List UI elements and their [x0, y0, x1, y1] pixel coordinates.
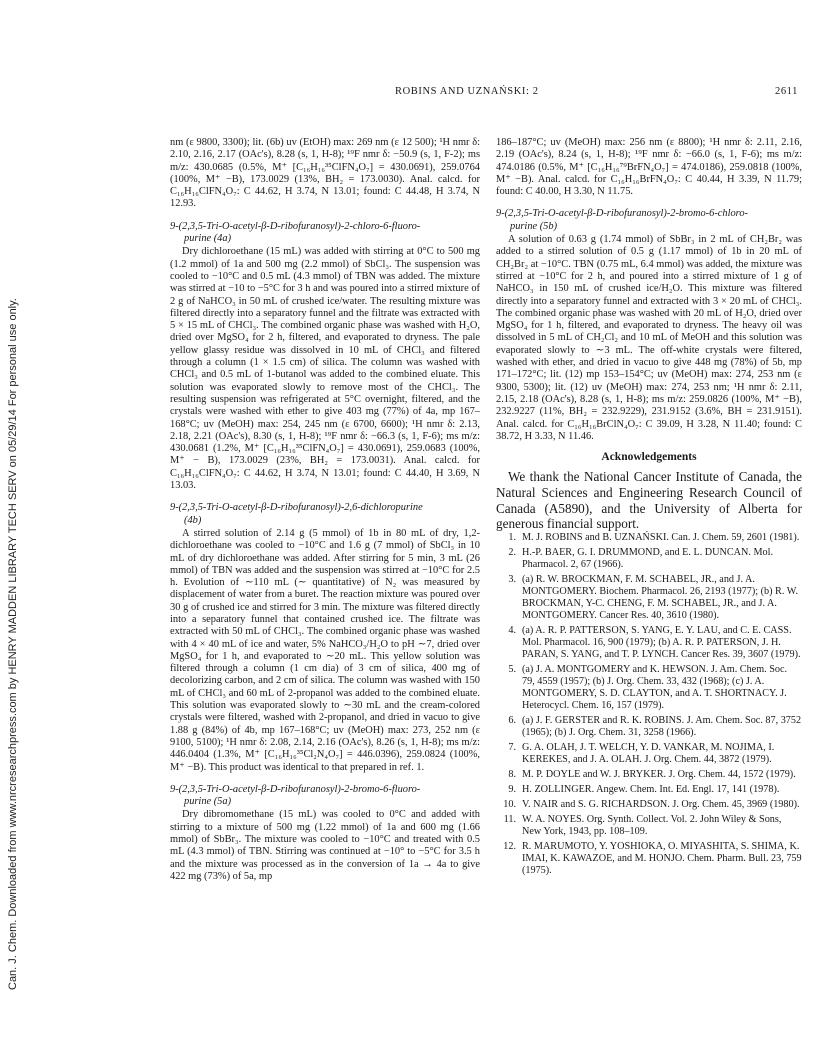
section-body-5b: A solution of 0.63 g (1.74 mmol) of SbBr₃ in 2 mL of CH₂Br₂ was added to a stirred solution of 0.5 g (1.17 mmol) of 1b in 20 mL of CH₂Br₂ at −10°C. TBN (0.75 mL, 6.4 mmol) was added, the mixture was stirred at −10°C for 2 h, and poured into a stirred mixture of 1 g of NaHCO₃ in 150 mL of crushed ice/H₂O. This mixture was filtered directly into a separatory funnel and extracted with 3 × 20 mL of CHCl₃. The combined organic phase was washed with 20 mL of H₂O, dried over MgSO₄ for 1 h, filtered, and evaporated to dryness. The heavy oil was dissolved in 5 mL of CH₂Cl₂ and 10 mL of MeOH and this solution was evaporated slowly to ∼3 mL. The off-white crystals were filtered, washed with ether, and dried in vacuo to give 448 mg (78%) of 5b, mp 171–172°C; lit. (12) mp 153–154°C; uv (MeOH) max: 274, 253 nm (ε 9300, 5300); lit. (12) uv (MeOH) max: 274, 253 nm; ¹H nmr δ: 2.11, 2.15, 2.18 (OAc's), 8.28 (s, 1, H-8); ms m/z: 259.0826 (100%, M⁺ −B), 232.9227 (11%, BH₂ = 232.9229), 231.9152 (3.6%, BH = 231.9151). Anal. calcd. for C₁₆H₁₆BrClN₄O₇: C 39.09, H 3.28, N 11.40; found: C 38.72, H 3.33, N 11.46.	[496, 234, 802, 442]
reference-item	[496, 841, 802, 877]
reference-text: (a) J. A. MONTGOMERY and K. HEWSON. J. Am. Chem. Soc. 79, 4559 (1957); (b) J. Org. Chem. 33, 432 (1968); (c) J. A. MONTGOMERY, S. D. CLAYTON, and A. T. SHORTNACY. J. Heterocycl. Chem. 16, 157 (1979).	[522, 663, 788, 711]
section-body-5a: Dry dibromomethane (15 mL) was cooled to 0°C and added with stirring to a mixture of 500 mg (1.22 mmol) of 1a and 600 mg (1.66 mmol) of SbBr₃. The mixture was cooled to −10°C and treated with 0.5 mL (4.3 mmol) of TBN. Stirring was continued at −10° to −5°C for 3.5 h and the mixture was processed as in the conversion of 1a → 4a to give 422 mg (73%) of 5a, mp	[170, 809, 480, 882]
reference-number: 5.	[508, 663, 516, 675]
reference-text: M. P. DOYLE and W. J. BRYKER. J. Org. Chem. 44, 1572 (1979).	[522, 768, 796, 780]
reference-text: M. J. ROBINS and B. UZNAŃSKI. Can. J. Chem. 59, 2601 (1981).	[522, 531, 800, 543]
section-heading-5a-line1: 9-(2,3,5-Tri-O-acetyl-β-D-ribofuranosyl)-2-bromo-6-fluoro-	[170, 783, 421, 795]
reference-text: (a) A. R. P. PATTERSON, S. YANG, E. Y. LAU, and C. E. CASS. Mol. Pharmacol. 16, 900 (1979); (b) A. R. P. PATERSON, J. H. PARAN, S. YANG, and T. P. LYNCH. Cancer Res. 39, 3607 (1979).	[522, 624, 801, 660]
reference-text: V. NAIR and S. G. RICHARDSON. J. Org. Chem. 45, 3969 (1980).	[522, 798, 800, 810]
reference-item	[496, 574, 802, 622]
section-heading-5b-line1: 9-(2,3,5-Tri-O-acetyl-β-D-ribofuranosyl)-2-bromo-6-chloro-	[496, 208, 748, 220]
section-heading-4b-line2: (4b)	[184, 514, 202, 526]
section-heading-4a-line1: 9-(2,3,5-Tri-O-acetyl-β-D-ribofuranosyl)-2-chloro-6-fluoro-	[170, 220, 421, 232]
reference-text: R. MARUMOTO, Y. YOSHIOKA, O. MIYASHITA, S. SHIMA, K. IMAI, K. KAWAZOE, and M. HONJO. Chem. Pharm. Bull. 23, 759 (1975).	[522, 840, 802, 876]
reference-number: 2.	[508, 546, 516, 558]
section-heading-5b-line2: purine (5b)	[510, 220, 558, 232]
reference-item	[496, 742, 802, 766]
reference-item	[496, 715, 802, 739]
reference-text: G. A. OLAH, J. T. WELCH, Y. D. VANKAR, M. NOJIMA, I. KEREKES, and J. A. OLAH. J. Org. Chem. 44, 3872 (1979).	[522, 741, 775, 765]
section-heading-4b	[170, 502, 480, 527]
section-heading-4a-line2: purine (4a)	[184, 233, 232, 245]
reference-number: 9.	[508, 783, 516, 795]
reference-number: 12.	[503, 840, 516, 852]
reference-item	[496, 799, 802, 811]
reference-item	[496, 664, 802, 712]
reference-number: 10.	[503, 798, 516, 810]
section-body-4a: Dry dichloroethane (15 mL) was added with stirring at 0°C to 500 mg (1.2 mmol) of 1a and 500 mg (2.2 mmol) of SbCl₃. The suspension was cooled to −10°C and 0.5 mL (4.3 mmol) of TBN was added. The mixture was stirred at −10 to −5°C for 3 h and was poured into a stirred mixture of 2 g of NaHCO₃ in 50 mL of crushed ice/water. The resulting mixture was filtered directly into a separatory funnel and the filtrate was extracted with 5 × 15 mL of CHCl₃. The combined organic phase was washed with H₂O, dried over MgSO₄ for 2 h, filtered, and evaporated to dryness. The pale yellow glassy residue was dissolved in 10 mL of CHCl₃ and filtered through a column (1 × 1.5 cm) of silica. The column was washed with CHCl₃ and 0.5 mL of 1-butanol was added to the combined eluate. This solution was evaporated slowly to remove most of the CHCl₃. The resulting suspension was refrigerated at 5°C overnight, filtered, and the crystals were washed with ether to give 403 mg (77%) of 4a, mp 167–168°C; uv (MeOH) max: 254, 245 nm (ε 6700, 6600); ¹H nmr δ: 2.13, 2.18, 2.21 (OAc's), 8.30 (s, 1, H-8); ¹⁹F nmr δ: −66.3 (s, 1, F-6); ms m/z: 430.0681 (1.2%, M⁺ [C₁₆H₁₆³⁵ClFN₄O₇] = 430.0691), 259.0683 (100%, M⁺ − B), 173.0029 (23%, BH₂ = 173.0031). Anal. calcd. for C₁₆H₁₆ClFN₄O₇: C 44.62, H 3.74, N 13.01; found: C 44.40, H 3.69, N 13.03.	[170, 246, 480, 492]
reference-number: 11.	[503, 813, 516, 825]
section-body-4b: A stirred solution of 2.14 g (5 mmol) of 1b in 80 mL of dry, 1,2-dichloroethane was cooled to −10°C and 1.6 g (7 mmol) of SbCl₃ in 10 mL of dry dichloroethane was added. After stirring for 5 min, 3 mL (26 mmol) of TBN was added and the suspension was stirred at −10°C for 2.5 h. Evolution of ∼110 mL (∼ quantitative) of N₂ was measured by displacement of water from a buret. The reaction mixture was poured over 30 g of crushed ice and stirred for 3 min. The mixture was filtered directly into a separatory funnel that contained crushed ice. The filtrate was extracted with 50 mL of CHCl₃. The combined organic phase was washed with 4 × 40 mL of ice and water, 5% NaHCO₃/H₂O to pH ∼7, dried over MgSO₄ for 1 h, and evaporated to ∼20 mL. This yellow solution was filtered through a column (1 cm dia) of 3 cm of silica, 400 mg of decolorizing carbon, and 2 cm of silica. The column was washed with 150 mL of CHCl₃ and 60 mL of 2-propanol was added to the combined eluate. This solution was evaporated slowly to ∼30 mL and the cream-colored crystals were filtered, washed with 2-propanol, and dried in vacuo to give 1.88 g (84%) of 4b, mp 167–168°C; uv (MeOH) max: 273, 252 nm (ε 9100, 5100); ¹H nmr δ: 2.08, 2.14, 2.16 (OAc's), 8.26 (s, 1, H-8); ms m/z: 446.0404 (1.3%, M⁺ [C₁₆H₁₆³⁵Cl₂N₄O₇] = 446.0396), 259.0824 (100%, M⁺ −B). This product was identical to that prepared in ref. 1.	[170, 527, 480, 773]
reference-number: 1.	[508, 531, 516, 543]
reference-item	[496, 784, 802, 796]
reference-text: W. A. NOYES. Org. Synth. Collect. Vol. 2. John Wiley & Sons, New York, 1943, pp. 108–109.	[522, 813, 782, 837]
reference-text: (a) R. W. BROCKMAN, F. M. SCHABEL, JR., and J. A. MONTGOMERY. Biochem. Pharmacol. 26, 2193 (1977); (b) R. W. BROCKMAN, Y-C. CHENG, F. M. SCHABEL, JR., and J. A. MONTGOMERY. Cancer Res. 40, 3610 (1980).	[522, 573, 798, 621]
right-column	[496, 137, 802, 880]
continued-paragraph: nm (ε 9800, 3300); lit. (6b) uv (EtOH) max: 269 nm (ε 12 500); ¹H nmr δ: 2.10, 2.16, 2.17 (OAc's), 8.28 (s, 1, H-8); ¹⁹F nmr δ: −50.9 (s, 1, F-2); ms m/z: 430.0685 (0.5%, M⁺ [C₁₆H₁₆³⁵ClFN₄O₇] = 430.0691), 259.0764 (100%, M⁺ −B), 173.0029 (13%, BH₂ = 173.0030). Anal. calcd. for C₁₆H₁₆ClFN₄O₇: C 44.62, H 3.74, N 13.01; found: C 44.48, H 3.74, N 12.93.	[170, 137, 480, 210]
running-header	[170, 86, 800, 102]
reference-item	[496, 532, 802, 544]
reference-number: 6.	[508, 714, 516, 726]
reference-text: H. ZOLLINGER. Angew. Chem. Int. Ed. Engl. 17, 141 (1978).	[522, 783, 780, 795]
section-heading-5a	[170, 784, 480, 809]
running-title: ROBINS AND UZNAŃSKI: 2	[395, 86, 539, 97]
reference-list	[496, 532, 802, 877]
download-watermark-text: Can. J. Chem. Downloaded from www.nrcresearchpress.com by HENRY MADDEN LIBRARY TECH SERV on 05/29/14 For personal use only.	[7, 298, 19, 990]
page-number: 2611	[774, 86, 798, 97]
reference-number: 4.	[508, 624, 516, 636]
reference-item	[496, 814, 802, 838]
continued-paragraph-right: 186–187°C; uv (MeOH) max: 256 nm (ε 8800); ¹H nmr δ: 2.11, 2.16, 2.19 (OAc's), 8.24 (s, 1, H-8); ¹⁹F nmr δ: −66.0 (s, 1, F-6); ms m/z: 474.0186 (0.5%, M⁺ [C₁₆H₁₆⁷⁹BrFN₄O₇] = 474.0186), 259.0818 (100%, M⁺ −B). Anal. calcd. for C₁₆H₁₆BrFN₄O₇: C 40.44, H 3.39, N 11.79; found: C 40.00, H 3.30, N 11.75.	[496, 137, 802, 198]
acknowledgements-heading: Acknowledgements	[601, 451, 697, 464]
reference-number: 7.	[508, 741, 516, 753]
reference-item	[496, 547, 802, 571]
section-heading-4a	[170, 221, 480, 246]
acknowledgements-text: We thank the National Cancer Institute of Canada, the Natural Sciences and Engineering Research Council of Canada (A5890), and the University of Alberta for generous financial support.	[496, 469, 802, 532]
reference-item	[496, 769, 802, 781]
reference-number: 3.	[508, 573, 516, 585]
section-heading-4b-line1: 9-(2,3,5-Tri-O-acetyl-β-D-ribofuranosyl)-2,6-dichloropurine	[170, 502, 423, 514]
reference-text: (a) J. F. GERSTER and R. K. ROBINS. J. Am. Chem. Soc. 87, 3752 (1965); (b) J. Org. Chem. 31, 3258 (1966).	[522, 714, 802, 738]
reference-number: 8.	[508, 768, 516, 780]
reference-item	[496, 625, 802, 661]
section-heading-5b	[496, 208, 802, 233]
section-heading-5a-line2: purine (5a)	[184, 796, 232, 808]
reference-text: H.-P. BAER, G. I. DRUMMOND, and E. L. DUNCAN. Mol. Pharmacol. 2, 67 (1966).	[522, 546, 774, 570]
left-column	[170, 137, 480, 883]
download-watermark	[6, 170, 42, 990]
